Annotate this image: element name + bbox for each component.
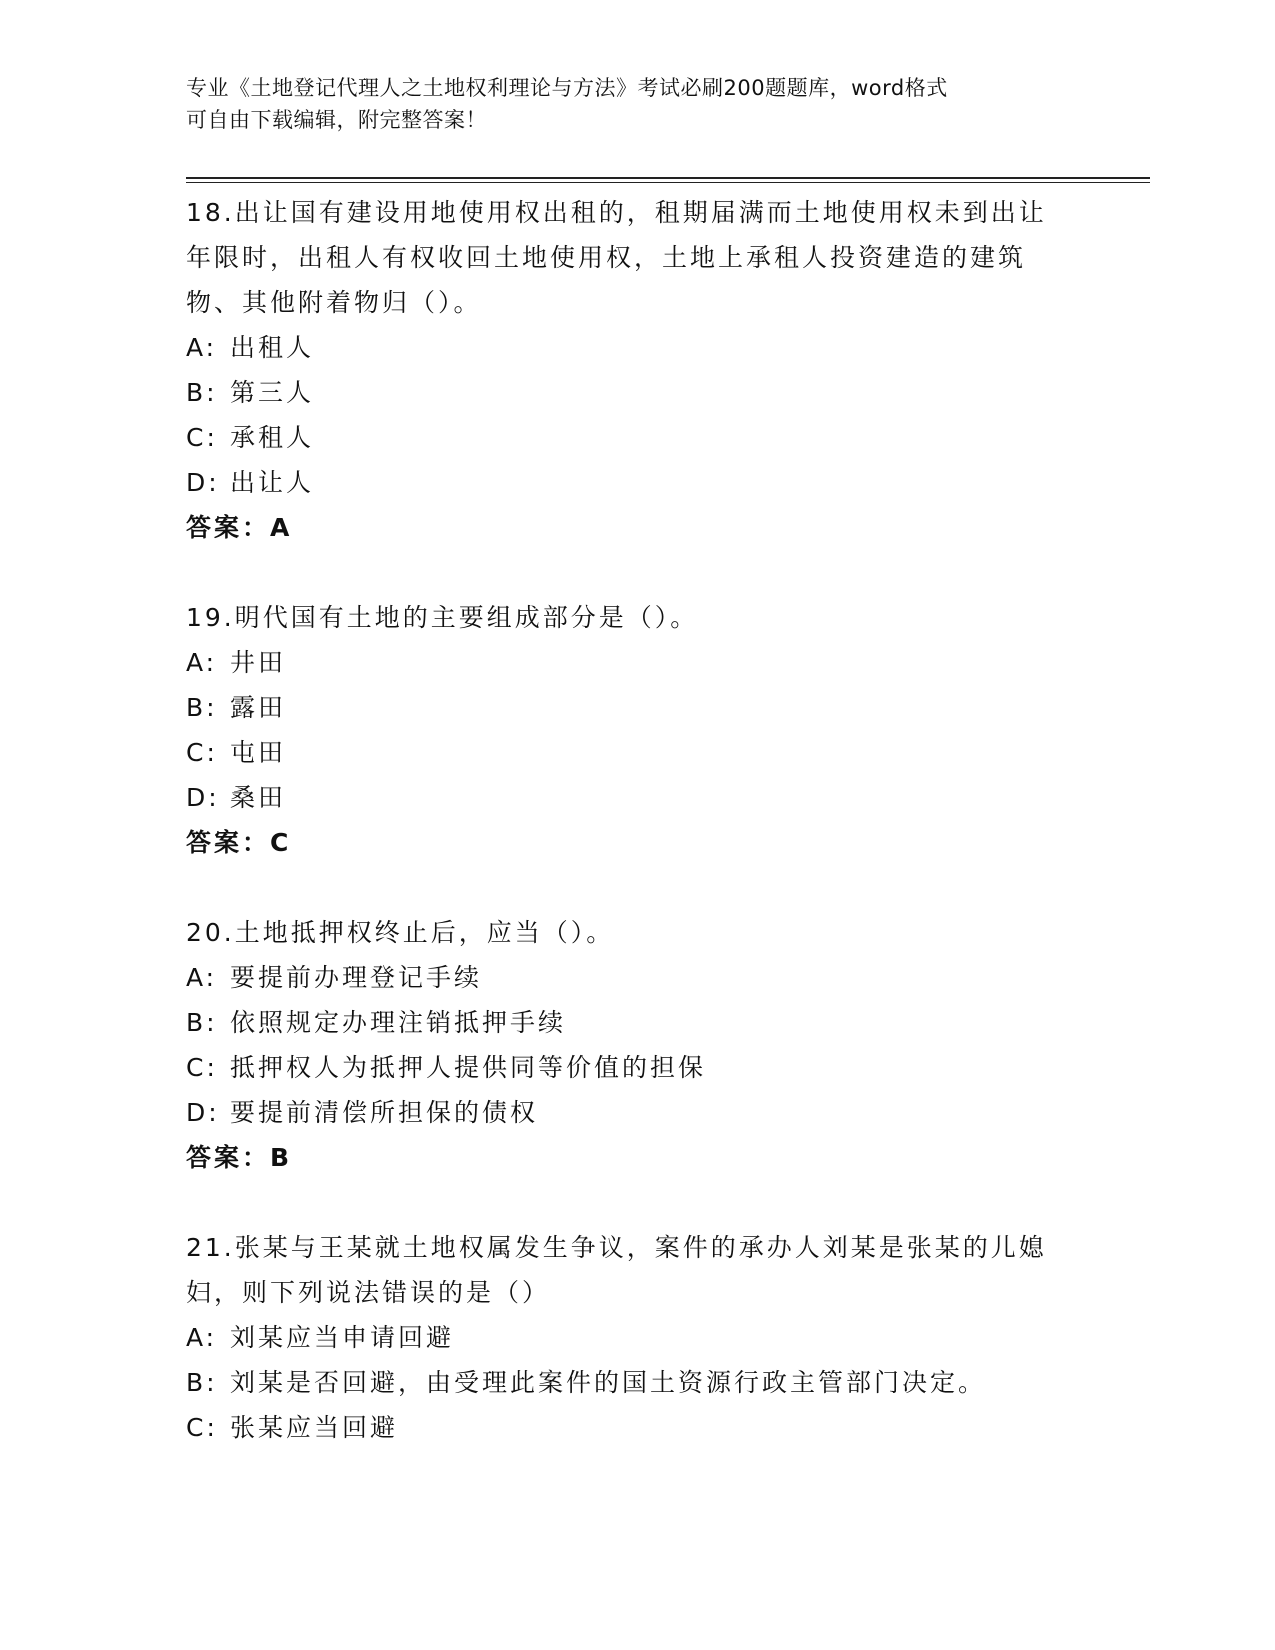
option-a <box>186 640 1086 685</box>
option-key: D: <box>186 1098 220 1127</box>
question-item <box>186 190 1086 550</box>
header-line-1: 专业《土地登记代理人之土地权利理论与方法》考试必刷200题题库，word格式 <box>186 76 948 100</box>
option-text: 第三人 <box>230 378 315 407</box>
option-d <box>186 460 1086 505</box>
option-key: B: <box>186 693 218 722</box>
option-text: 依照规定办理注销抵押手续 <box>230 1008 567 1037</box>
option-key: D: <box>186 783 220 812</box>
option-key: D: <box>186 468 220 497</box>
option-text: 出让人 <box>230 468 315 497</box>
option-key: A: <box>186 1323 218 1352</box>
option-key: B: <box>186 1008 218 1037</box>
document-header <box>186 72 1086 136</box>
option-d <box>186 1090 1086 1135</box>
option-b <box>186 1000 1086 1045</box>
option-text: 屯田 <box>230 738 287 767</box>
answer-line: 答案：A <box>186 513 293 542</box>
header-line-2: 可自由下载编辑，附完整答案！ <box>186 108 487 132</box>
option-b <box>186 685 1086 730</box>
answer-line: 答案：B <box>186 1143 293 1172</box>
question-text <box>186 910 1086 955</box>
option-text: 要提前清偿所担保的债权 <box>230 1098 539 1127</box>
option-text: 抵押权人为抵押人提供同等价值的担保 <box>230 1053 707 1082</box>
question-text-line: 20.土地抵押权终止后，应当（）。 <box>186 918 615 947</box>
option-key: A: <box>186 963 218 992</box>
option-text: 桑田 <box>230 783 287 812</box>
question-text-line: 年限时，出租人有权收回土地使用权，土地上承租人投资建造的建筑 <box>186 243 1027 272</box>
option-a <box>186 1315 1086 1360</box>
option-a <box>186 955 1086 1000</box>
header-divider-thin <box>186 182 1150 183</box>
option-key: B: <box>186 378 218 407</box>
answer-line: 答案：C <box>186 828 292 857</box>
option-a <box>186 325 1086 370</box>
question-text <box>186 595 1086 640</box>
question-text-line: 物、其他附着物归（）。 <box>186 288 482 317</box>
option-b <box>186 370 1086 415</box>
option-key: C: <box>186 1053 218 1082</box>
header-divider-thick <box>186 177 1150 179</box>
option-text: 刘某是否回避，由受理此案件的国土资源行政主管部门决定。 <box>230 1368 987 1397</box>
question-item <box>186 595 1086 865</box>
question-text-line: 18.出让国有建设用地使用权出租的，租期届满而土地使用权未到出让 <box>186 198 1047 227</box>
option-text: 井田 <box>230 648 287 677</box>
option-key: C: <box>186 423 218 452</box>
option-text: 承租人 <box>230 423 315 452</box>
option-text: 张某应当回避 <box>230 1413 399 1442</box>
question-text-line: 妇，则下列说法错误的是（） <box>186 1278 551 1307</box>
question-text <box>186 1225 1086 1315</box>
option-c <box>186 730 1086 775</box>
option-text: 要提前办理登记手续 <box>230 963 483 992</box>
option-text: 刘某应当申请回避 <box>230 1323 455 1352</box>
option-key: A: <box>186 333 218 362</box>
option-d <box>186 775 1086 820</box>
option-c <box>186 415 1086 460</box>
question-item <box>186 910 1086 1180</box>
option-text: 出租人 <box>230 333 315 362</box>
question-text-line: 21.张某与王某就土地权属发生争议，案件的承办人刘某是张某的儿媳 <box>186 1233 1047 1262</box>
question-text-line: 19.明代国有土地的主要组成部分是（）。 <box>186 603 699 632</box>
option-key: A: <box>186 648 218 677</box>
option-key: B: <box>186 1368 218 1397</box>
option-c <box>186 1405 1086 1450</box>
option-key: C: <box>186 738 218 767</box>
question-list <box>186 190 1086 1495</box>
option-b <box>186 1360 1086 1405</box>
option-key: C: <box>186 1413 218 1442</box>
option-text: 露田 <box>230 693 287 722</box>
question-text <box>186 190 1086 325</box>
question-item <box>186 1225 1086 1450</box>
option-c <box>186 1045 1086 1090</box>
